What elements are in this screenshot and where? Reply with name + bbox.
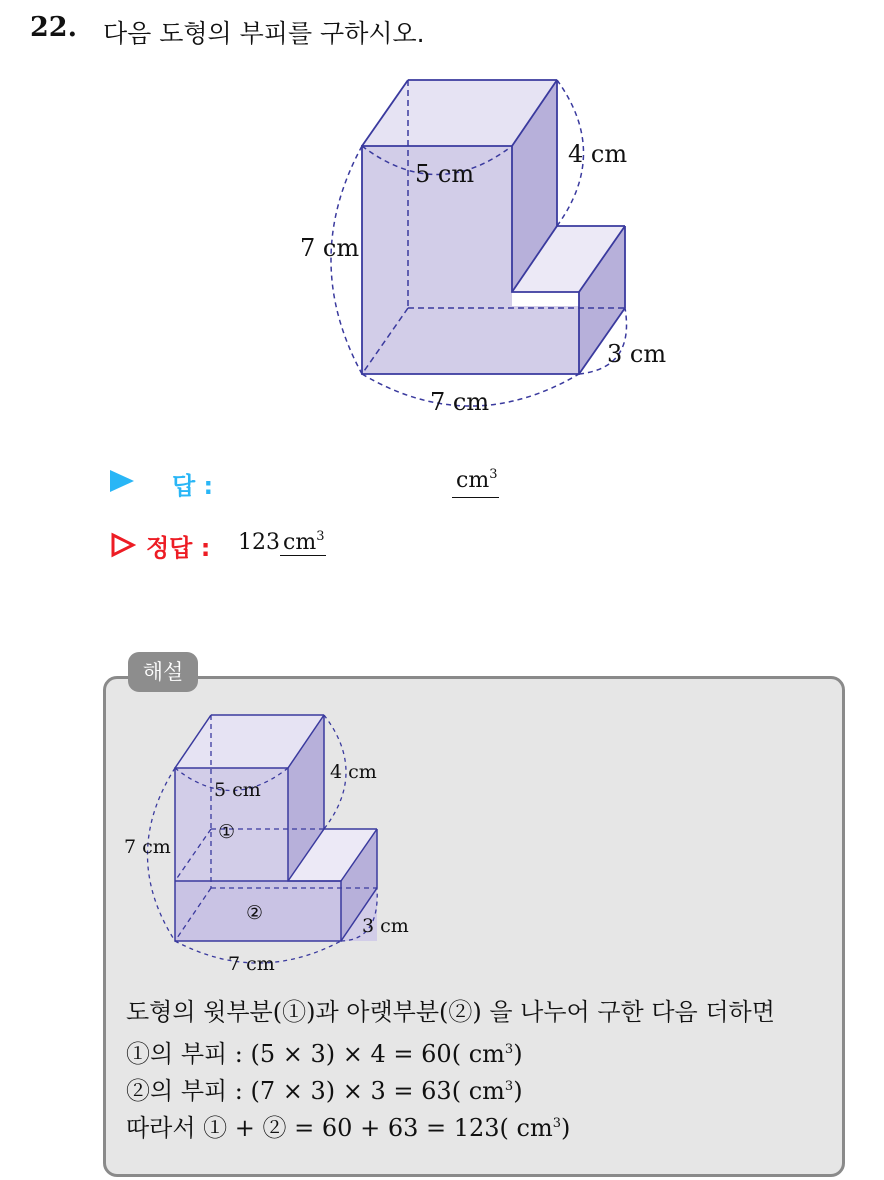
correct-answer-label: 정답 : <box>146 534 211 562</box>
correct-answer-value <box>238 530 326 555</box>
sol-depth-label: 3 cm <box>362 915 409 937</box>
question-text: 다음 도형의 부피를 구하시오. <box>103 19 425 48</box>
solution-line-2 <box>126 1034 523 1069</box>
answer-arrow-icon <box>110 470 134 492</box>
solution-line-3-close: ) <box>513 1077 523 1105</box>
solution-line-1: 도형의 윗부분(①)과 아랫부분(②) 을 나누어 구한 다음 더하면 <box>126 998 775 1026</box>
correct-unit-text: cm <box>283 530 317 555</box>
top-length-label: 5 cm <box>415 160 475 188</box>
step-height-label: 4 cm <box>568 140 628 168</box>
answer-unit: cm <box>456 468 490 493</box>
answer-label: 답 : <box>172 472 214 500</box>
question-number: 22. <box>30 12 77 43</box>
part-2-label: ② <box>246 902 264 924</box>
answer-input[interactable] <box>452 468 499 498</box>
solution-line-4-text: 따라서 ① + ② = 60 + 63 = 123( cm <box>126 1114 553 1142</box>
solution-line-4 <box>126 1108 570 1143</box>
solution-line-2-close: ) <box>513 1040 523 1068</box>
solution-line-4-close: ) <box>561 1114 571 1142</box>
solution-line-3-text: ②의 부피 : (7 × 3) × 3 = 63( cm <box>126 1077 505 1105</box>
l-shaped-prism-figure <box>290 68 690 418</box>
solution-line-2-exponent: 3 <box>504 1042 514 1057</box>
solution-line-3 <box>126 1071 523 1106</box>
sol-step-height-label: 4 cm <box>330 761 377 783</box>
sol-height-label: 7 cm <box>124 836 171 858</box>
solution-line-3-exponent: 3 <box>504 1079 514 1094</box>
solution-line-4-exponent: 3 <box>552 1116 562 1131</box>
correct-unit <box>280 530 326 556</box>
correct-value-number: 123 <box>238 530 280 555</box>
correct-arrow-icon <box>110 532 136 558</box>
width-label: 7 cm <box>430 388 490 416</box>
depth-label: 3 cm <box>607 340 667 368</box>
height-label: 7 cm <box>300 234 360 262</box>
part-1-label: ① <box>218 821 236 843</box>
sol-top-length-label: 5 cm <box>214 779 261 801</box>
solution-figure <box>110 705 420 980</box>
solution-line-2-text: ①의 부피 : (5 × 3) × 4 = 60( cm <box>126 1040 505 1068</box>
solution-tag: 해설 <box>128 652 198 692</box>
correct-unit-exponent: 3 <box>316 529 325 544</box>
sol-width-label: 7 cm <box>228 953 275 975</box>
answer-unit-exponent: 3 <box>489 467 498 482</box>
